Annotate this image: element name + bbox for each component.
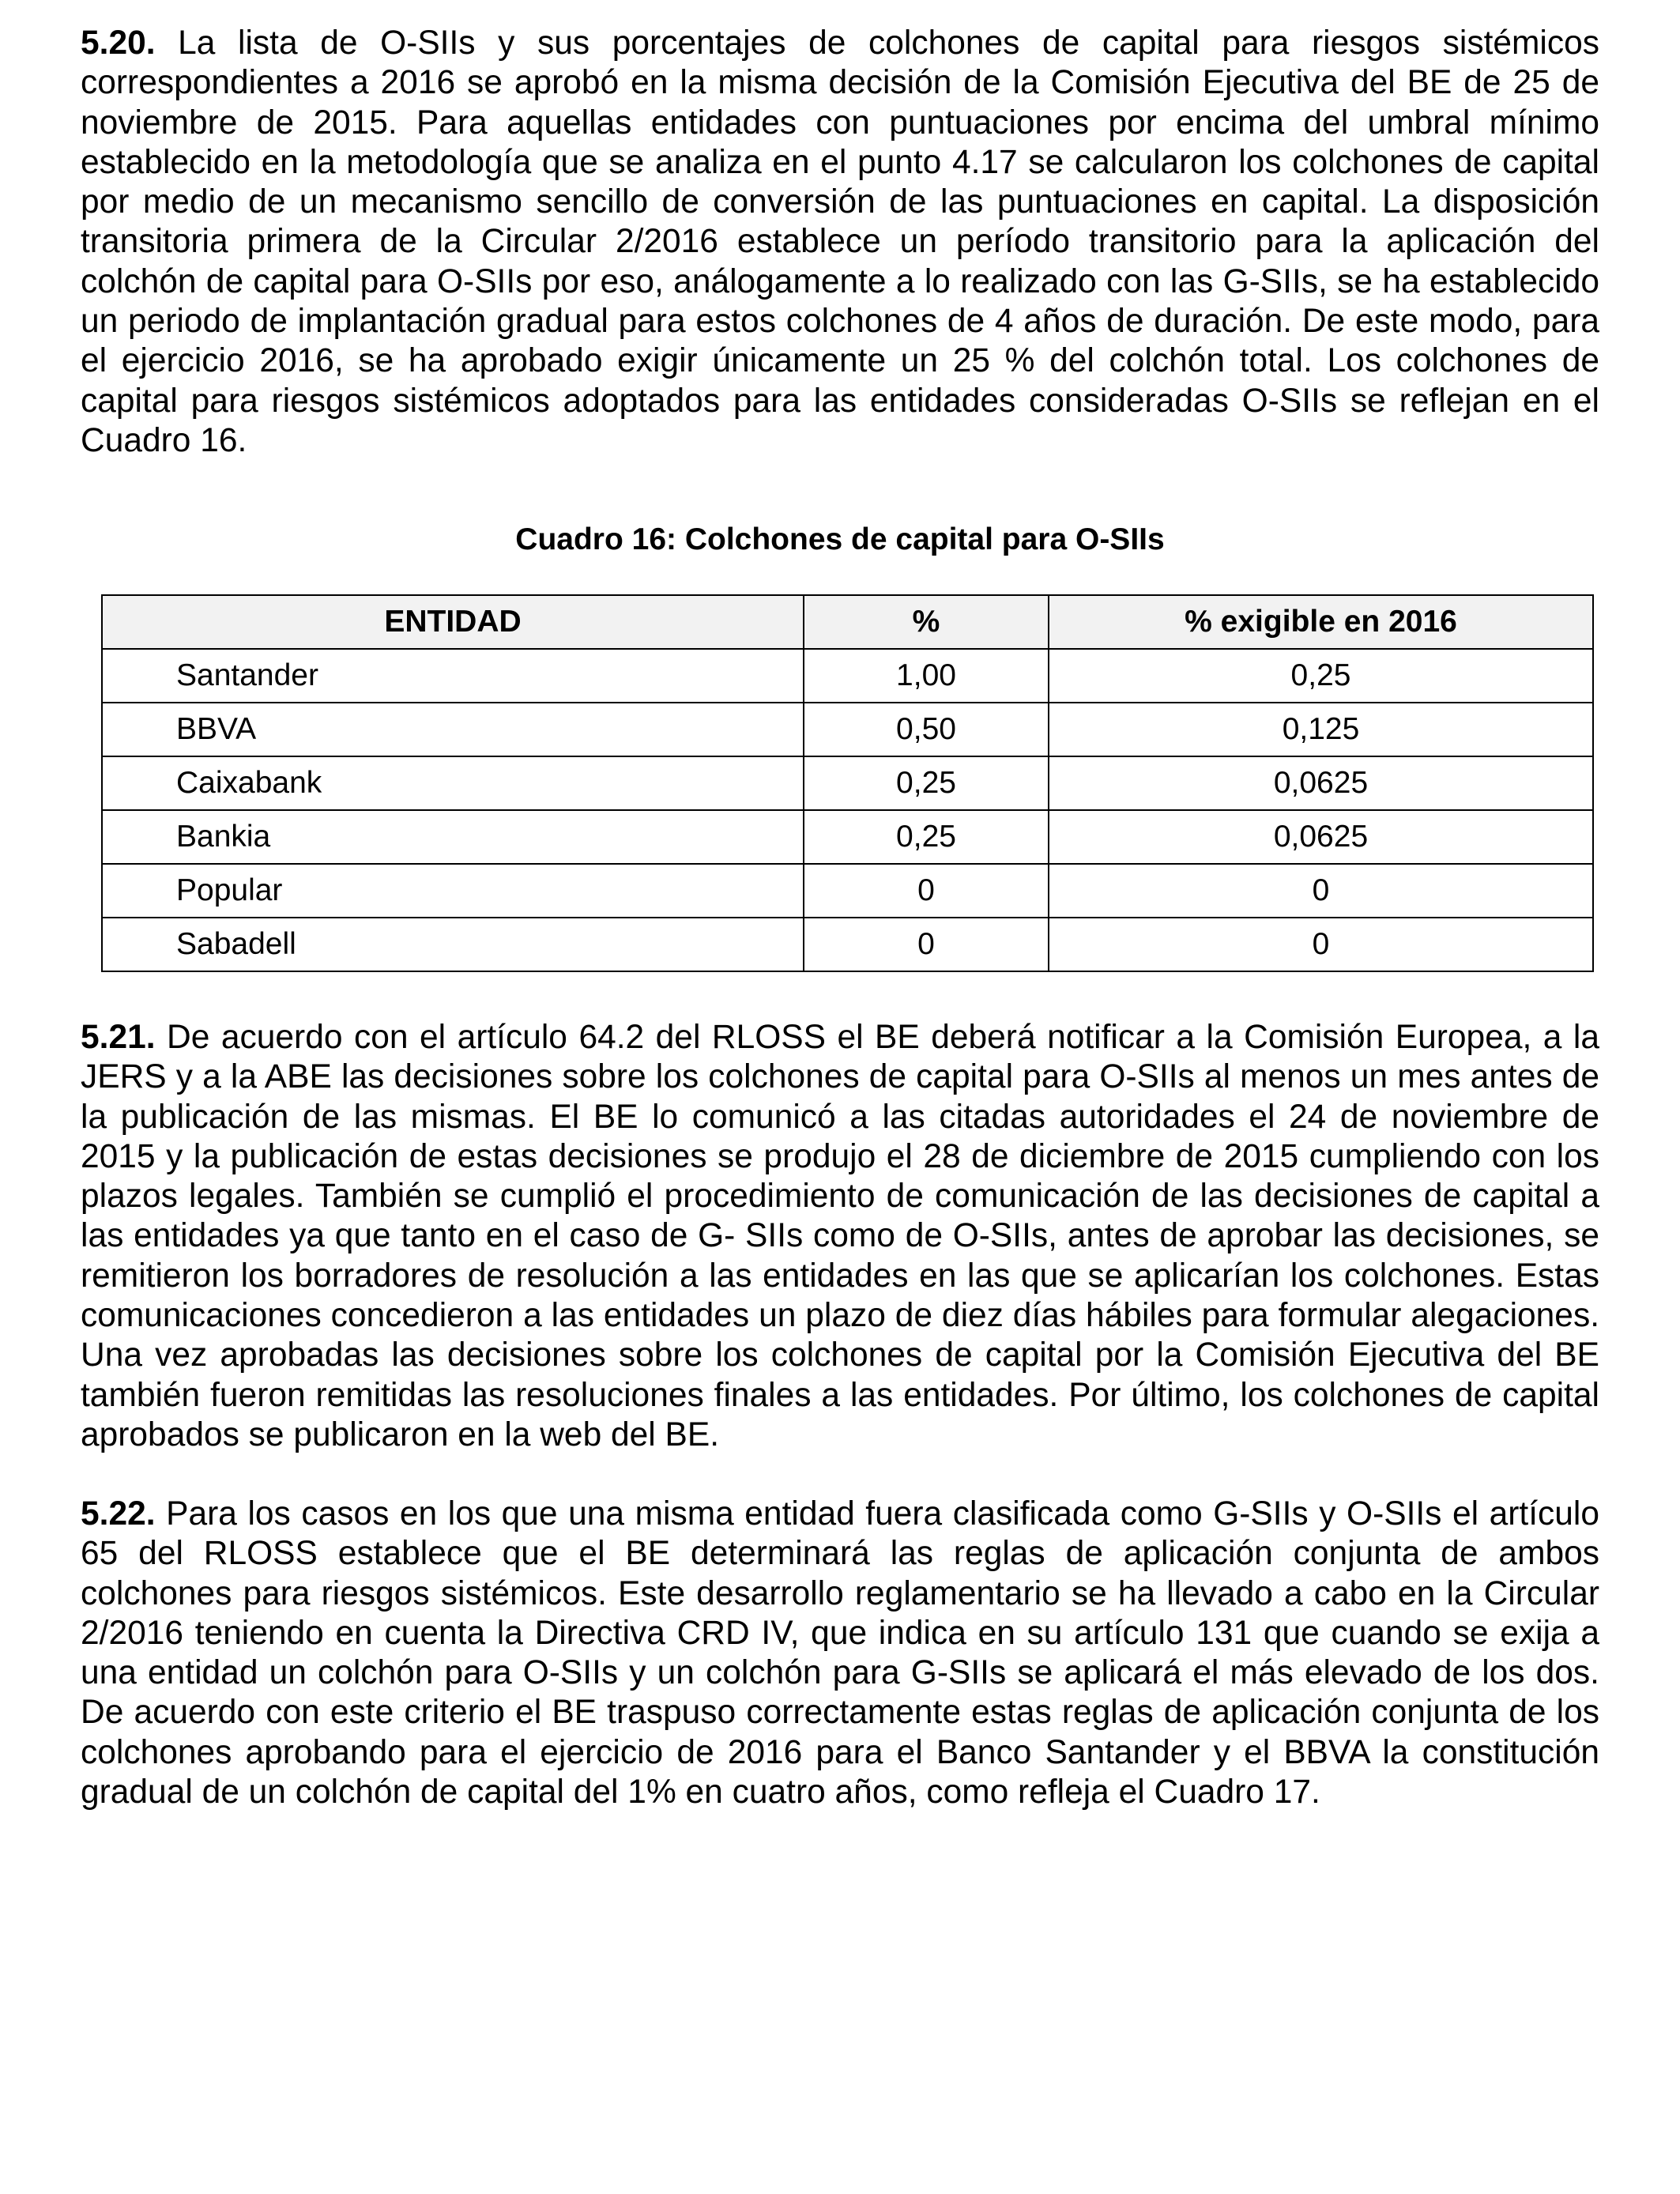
table-row — [102, 703, 1593, 756]
paragraph-number: 5.21. — [81, 1019, 156, 1056]
paragraph-number: 5.22. — [81, 1495, 156, 1532]
paragraph-number: 5.20. — [81, 25, 156, 62]
cell-exigible: 0 — [1049, 864, 1593, 918]
header-entidad: ENTIDAD — [102, 595, 804, 649]
table-row — [102, 810, 1593, 864]
cell-exigible: 0 — [1049, 918, 1593, 971]
cell-porcentaje: 0 — [804, 918, 1049, 971]
cell-porcentaje: 0,25 — [804, 756, 1049, 810]
cell-exigible: 0,0625 — [1049, 810, 1593, 864]
cell-entidad: Popular — [102, 864, 804, 918]
paragraph-5-20 — [81, 24, 1599, 461]
cell-porcentaje: 1,00 — [804, 649, 1049, 703]
table-row — [102, 918, 1593, 971]
table-header-row — [102, 595, 1593, 649]
table-row — [102, 649, 1593, 703]
cell-exigible: 0,125 — [1049, 703, 1593, 756]
cell-porcentaje: 0,50 — [804, 703, 1049, 756]
capital-buffers-table — [101, 594, 1594, 972]
cell-entidad: Sabadell — [102, 918, 804, 971]
cell-entidad: Santander — [102, 649, 804, 703]
paragraph-text: La lista de O-SIIs y sus porcentajes de colchones de capital para riesgos sistémicos correspondientes a 2016 se aprobó en la misma decisión de la Comisión Ejecutiva del BE de 25 de noviembre de 2015. Para aquellas entidades con puntuaciones por encima del umbral mínimo establecido en la metodología que se analiza en el punto 4.17 se calcularon los colchones de capital por medio de un mecanismo sencillo de conversión de las puntuaciones en capital. La disposición transitoria primera de la Circular 2/2016 establece un período transitorio para la aplicación del colchón de capital para O-SIIs por eso, análogamente a lo realizado con las G-SIIs, se ha establecido un periodo de implantación gradual para estos colchones de 4 años de duración. De este modo, para el ejercicio 2016, se ha aprobado exigir únicamente un 25 % del colchón total. Los colchones de capital para riesgos sistémicos adoptados para las entidades consideradas O-SIIs se reflejan en el Cuadro 16. — [81, 25, 1599, 459]
paragraph-text: Para los casos en los que una misma entidad fuera clasificada como G-SIIs y O-SIIs el artículo 65 del RLOSS establece que el BE determinará las reglas de aplicación conjunta de ambos colchones para riesgos sistémicos. Este desarrollo reglamentario se ha llevado a cabo en la Circular 2/2016 teniendo en cuenta la Directiva CRD IV, que indica en su artículo 131 que cuando se exija a una entidad un colchón para O-SIIs y un colchón para G-SIIs se aplicará el más elevado de los dos. De acuerdo con este criterio el BE traspuso correctamente estas reglas de aplicación conjunta de los colchones aprobando para el ejercicio de 2016 para el Banco Santander y el BBVA la constitución gradual de un colchón de capital del 1% en cuatro años, como refleja el Cuadro 17. — [81, 1495, 1600, 1811]
cell-exigible: 0,0625 — [1049, 756, 1593, 810]
paragraph-text: De acuerdo con el artículo 64.2 del RLOSS el BE deberá notificar a la Comisión Europea, a la JERS y a la ABE las decisiones sobre los colchones de capital para O-SIIs al menos un mes antes de la publicación de las mismas. El BE lo comunicó a las citadas autoridades el 24 de noviembre de 2015 y la publicación de estas decisiones se produjo el 28 de diciembre de 2015 cumpliendo con los plazos legales. También se cumplió el procedimiento de comunicación de las decisiones de capital a las entidades ya que tanto en el caso de G- SIIs como de O-SIIs, antes de aprobar las decisiones, se remitieron los borradores de resolución a las entidades en las que se aplicarían los colchones. Estas comunicaciones concedieron a las entidades un plazo de diez días hábiles para formular alegaciones. Una vez aprobadas las decisiones sobre los colchones de capital por la Comisión Ejecutiva del BE también fueron remitidas las resoluciones finales a las entidades. Por último, los colchones de capital aprobados se publicaron en la web del BE. — [81, 1019, 1599, 1453]
cell-porcentaje: 0,25 — [804, 810, 1049, 864]
table-row — [102, 864, 1593, 918]
cell-porcentaje: 0 — [804, 864, 1049, 918]
cell-entidad: Bankia — [102, 810, 804, 864]
table-caption: Cuadro 16: Colchones de capital para O-SIIs — [515, 522, 1165, 556]
header-exigible-2016: % exigible en 2016 — [1049, 595, 1593, 649]
cell-entidad: Caixabank — [102, 756, 804, 810]
table-row — [102, 756, 1593, 810]
cell-entidad: BBVA — [102, 703, 804, 756]
cell-exigible: 0,25 — [1049, 649, 1593, 703]
paragraph-5-21 — [81, 1018, 1599, 1455]
paragraph-5-22 — [81, 1495, 1599, 1812]
header-porcentaje: % — [804, 595, 1049, 649]
